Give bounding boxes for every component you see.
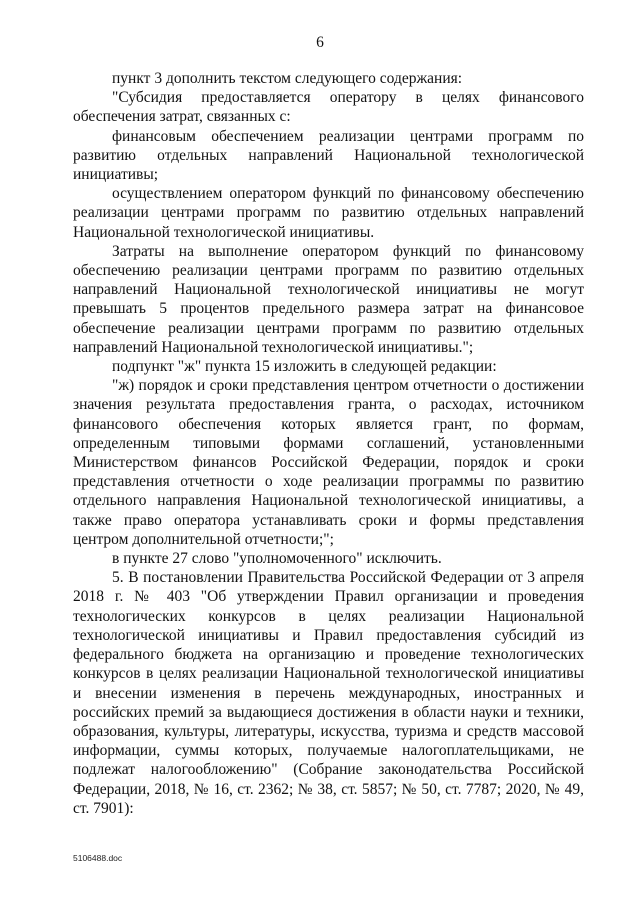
paragraph: 5. В постановлении Правительства Российской Федерации от 3 апреля 2018 г. № 403 "Об утверждении Правил организации и проведения технологических конкурсов в целях реализации Национальной технологической инициативы и Правил предоставления субсидий из федерального бюджета на организацию и проведение технологических конкурсов в целях реализации Национальной технологической инициативы и внесении изменения в перечень международных, иностранных и российских премий за выдающиеся достижения в области науки и техники, образования, культуры, литературы, искусства, туризма и средств массовой информации, суммы которых, получаемые налогоплательщиками, не подлежат налогообложению" (Собрание законодательства Российской Федерации, 2018, № 16, ст. 2362; № 38, ст. 5857; № 50, ст. 7787; 2020, № 49, ст. 7901): (73, 569, 584, 817)
paragraph: в пункте 27 слово "уполномоченного" исключить. (112, 550, 442, 568)
page-number: 6 (316, 34, 324, 51)
paragraph: Затраты на выполнение оператором функций по финансовому обеспечению реализации центрами программ по развитию отдельных направлений Национальной технологической инициативы не могут превышать 5 процентов предельного размера затрат на финансовое обеспечение реализации центрами программ по развитию отдельных направлений Национальной технологической инициативы."; (73, 242, 584, 356)
paragraph: "Субсидия предоставляется оператору в целях финансового обеспечения затрат, связанных с: (73, 89, 584, 126)
document-body (73, 69, 584, 818)
paragraph: финансовым обеспечением реализации центрами программ по развитию отдельных направлений Национальной технологической инициативы; (73, 127, 584, 184)
document-file-code: 5106488.doc (73, 853, 123, 863)
paragraph: "ж) порядок и сроки представления центром отчетности о достижении значения результата предоставления гранта, о расходах, источником финансового обеспечения которых является грант, по формам, определенным типовыми формами соглашений, установленными Министерством финансов Российской Федерации, порядок и сроки представления отчетности о ходе реализации программы по развитию отдельного направления Национальной технологической инициативы, а также право оператора устанавливать сроки и формы представления центром дополнительной отчетности;"; (73, 377, 584, 548)
paragraph: подпункт "ж" пункта 15 изложить в следующей редакции: (112, 358, 497, 376)
paragraph: пункт 3 дополнить текстом следующего содержания: (112, 70, 463, 87)
paragraph: осуществлением оператором функций по финансовому обеспечению реализации центрами программ по развитию отдельных направлений Национальной технологической инициативы. (73, 185, 584, 241)
